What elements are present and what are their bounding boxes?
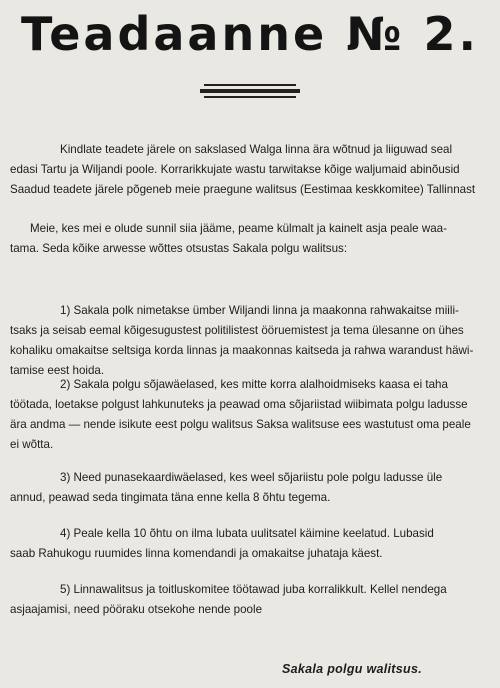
paragraph-line: saab Rahukogu ruumides linna komendandi ja omakaitse juhataja käest. <box>10 547 383 560</box>
title-divider-bottom <box>204 96 296 98</box>
paragraph-line: ei wõtta. <box>10 438 54 451</box>
paragraph-intro <box>10 140 492 200</box>
paragraph-line: Kindlate teadete järele on sakslased Walga linna ära wõtnud ja liiguwad seal <box>60 143 453 156</box>
paragraph-line: 1) Sakala polk nimetakse ümber Wiljandi linna ja maakonna rahwakaitse miili- <box>60 304 459 317</box>
paragraph-point-1 <box>10 301 492 381</box>
page-title: Teadaanne № 2. <box>20 7 480 61</box>
paragraph-line: ära andma — nende isikute eest polgu walitsus Saksa walitsuse ees wastutust oma peale <box>10 418 471 431</box>
paragraph-line: tamise eest hoida. <box>10 364 105 377</box>
paragraph-line: asjaajamisi, need pööraku otsekohe nende poole <box>10 603 263 616</box>
paragraph-line: edasi Tartu ja Wiljandi poole. Korrarikkujate wastu tarwitakse kõige waljumaid abinõusid <box>10 163 460 176</box>
paragraph-line: 5) Linnawalitsus ja toitluskomitee töötawad juba korralikkult. Kellel nendega <box>60 583 447 596</box>
paragraph-point-5 <box>10 580 492 620</box>
paragraph-line: 3) Need punasekaardiwäelased, kes weel sõjariistu pole polgu ladusse üle <box>60 471 443 484</box>
paragraph-decision <box>10 219 492 259</box>
paragraph-line: 4) Peale kella 10 õhtu on ilma lubata uulitsatel käimine keelatud. Lubasid <box>60 527 434 540</box>
title-divider-middle <box>200 89 300 93</box>
paragraph-line: kohaliku omakaitse seltsiga korda linnas ja maakonnas kaitseda ja rahwa warandust häwi- <box>10 344 474 357</box>
title-divider-top <box>204 84 296 86</box>
paragraph-line: tsaks ja seisab eemal kõigesugustest politilistest ööruemistest ja tema ülesanne on ühes <box>10 324 464 337</box>
paragraph-point-3 <box>10 468 492 508</box>
paragraph-line: Saadud teadete järele põgeneb meie praegune walitsus (Eestimaa keskkomitee) Tallinnast <box>10 183 476 196</box>
paragraph-point-4 <box>10 524 492 564</box>
paragraph-line: annud, peawad seda tingimata täna enne kella 8 õhtu tegema. <box>10 491 331 504</box>
signature: Sakala polgu walitsus. <box>282 662 422 676</box>
paragraph-line: tama. Seda kõike arwesse wõttes otsustas Sakala polgu walitsus: <box>10 242 348 255</box>
paragraph-line: töötada, loetakse polgust lahkunuteks ja peawad oma sõjariistad wiibimata polgu ladusse <box>10 398 468 411</box>
paragraph-point-2 <box>10 375 492 455</box>
paragraph-line: 2) Sakala polgu sõjawäelased, kes mitte korra alalhoidmiseks kaasa ei taha <box>60 378 448 391</box>
paragraph-line: Meie, kes mei e olude sunnil siia jääme, peame külmalt ja kainelt asja peale waa- <box>30 222 447 235</box>
